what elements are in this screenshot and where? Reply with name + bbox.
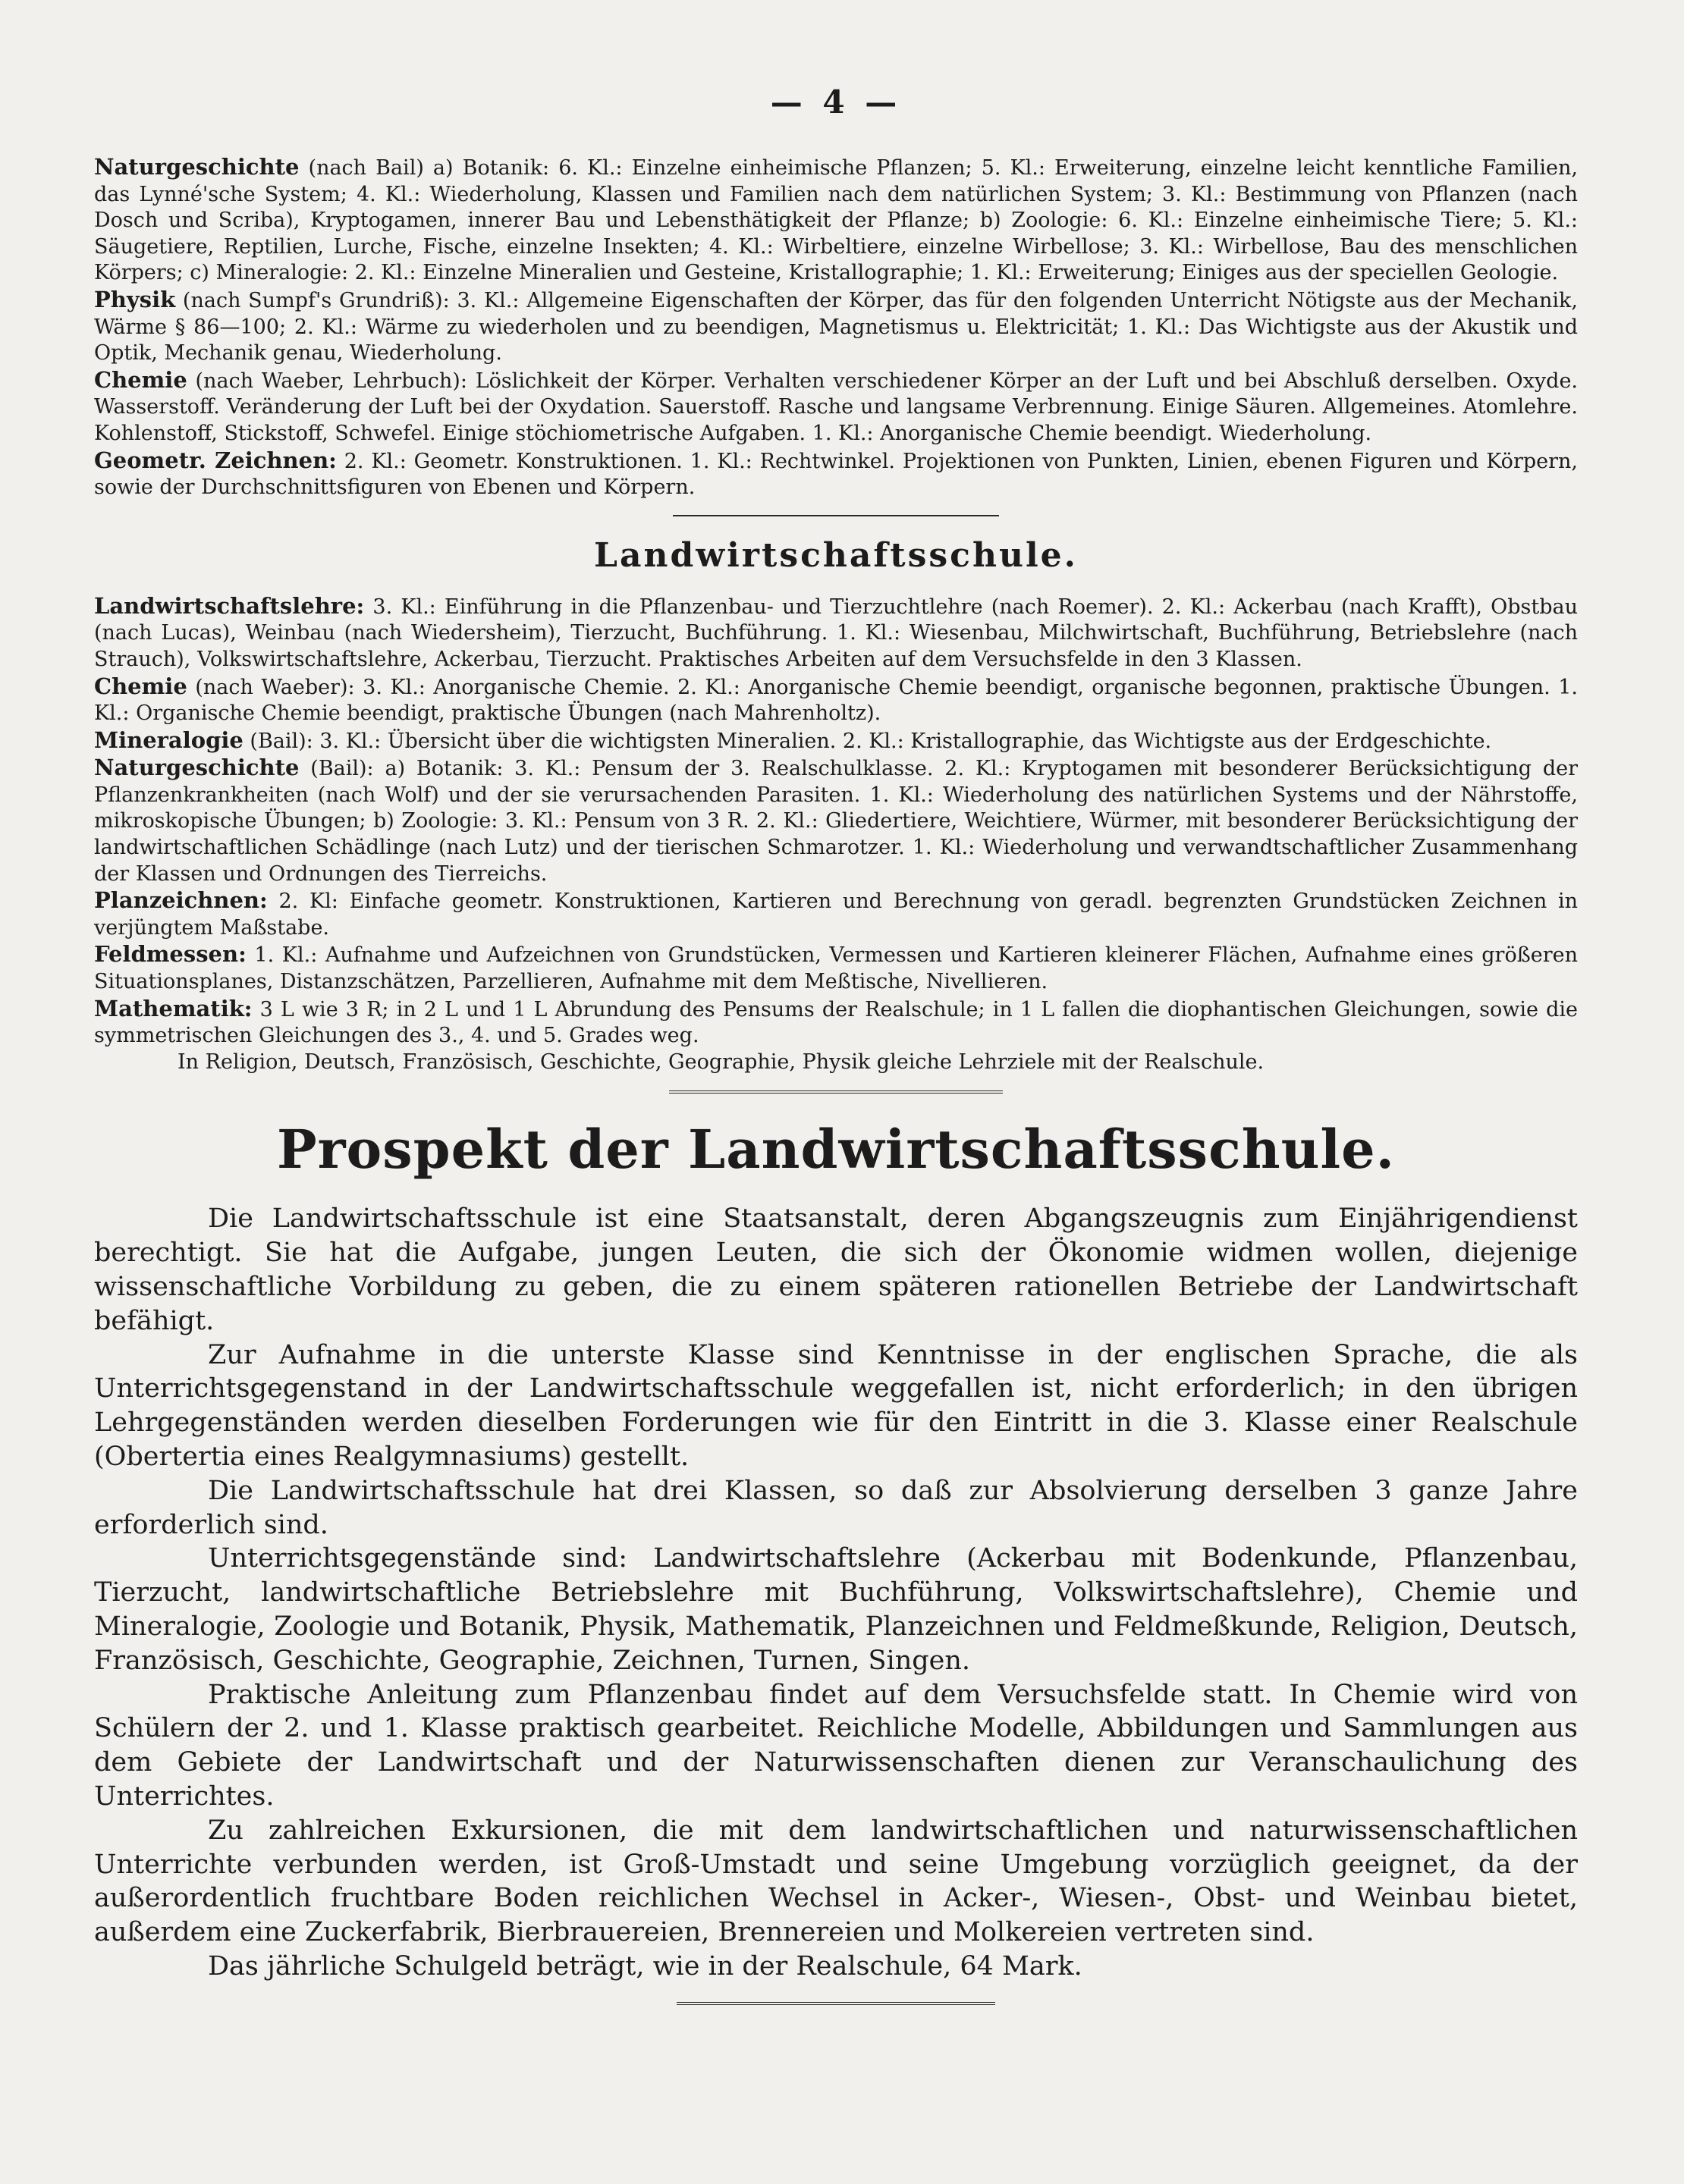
subject-lead: Chemie	[94, 673, 187, 699]
prospekt-title: Prospekt der Landwirtschaftsschule.	[277, 1118, 1395, 1181]
subject-lead: Mineralogie	[94, 726, 243, 753]
subject-geometr-zeichnen	[94, 447, 1578, 501]
subject-lead: Planzeichnen:	[94, 887, 268, 914]
landwirtschaftsschule-curriculum	[94, 593, 1578, 1076]
prospekt-paragraph: Zu zahlreichen Exkursionen, die mit dem landwirtschaftlichen und naturwissenschaftlichen Unterrichte verbunden werden, ist Groß-Umstadt und seine Umgebung vorzüglich geeignet, da der außerordentlich fruchtbare Boden reichlichen Wechsel in Acker-, Wiesen-, Obst- und Weinbau bietet, außerdem eine Zuckerfabrik, Bierbrauereien, Brennereien und Molkereien vertreten sind.	[94, 1815, 1578, 1948]
subject-lead: Naturgeschichte	[94, 154, 300, 180]
subject-text: 2. Kl: Einfache geometr. Konstruktionen, Kartieren und Berechnung von geradl. begrenzten Grundstücken Zeichnen in verjüngtem Maßstabe.	[94, 890, 1578, 940]
subject-landwirtschaftslehre	[94, 593, 1578, 673]
prospekt-paragraph: Die Landwirtschaftsschule ist eine Staatsanstalt, deren Abgangszeugnis zum Einjährigendienst berechtigt. Sie hat die Aufgabe, jungen Leuten, die sich der Ökonomie widmen wollen, diejenige wissenschaftliche Vorbildung zu geben, die zu einem späteren rationellen Betriebe der Landwirtschaft befähigt.	[94, 1203, 1578, 1336]
subject-text: 2. Kl.: Geometr. Konstruktionen. 1. Kl.: Rechtwinkel. Projektionen von Punkten, Linien, ebenen Figuren und Körpern, sowie der Durchschnittsfiguren von Ebenen und Körpern.	[94, 449, 1578, 500]
landwirtschaftsschule-heading: Landwirtschaftsschule.	[594, 535, 1078, 575]
section-divider	[669, 1090, 1003, 1094]
subject-lead: Feldmessen:	[94, 941, 247, 968]
subject-physik	[94, 287, 1578, 367]
subject-lead: Landwirtschaftslehre:	[94, 592, 365, 619]
subject-lead: Physik	[94, 286, 176, 312]
subject-planzeichnen	[94, 887, 1578, 941]
subject-text: (Bail): a) Botanik: 3. Kl.: Pensum der 3. Realschulklasse. 2. Kl.: Kryptogamen mit besonderer Berücksichtigung der Pflanzenkrankheiten (nach Wolf) und der sie verursachenden Parasiten. 1. Kl.: Wiederholung des natürlichen Systems und der Nährstoffe, mikroskopische Übungen; b) Zoologie: 3. Kl.: Pensum von 3 R. 2. Kl.: Gliedertiere, Weichtiere, Würmer, mit besonderer Berücksichtigung der landwirtschaftlichen Schädlinge (nach Lutz) und der tierischen Schmarotzer. 1. Kl.: Wiederholung und verwandtschaftlicher Zusammenhang der Klassen und Ordnungen des Tierreichs.	[94, 757, 1578, 886]
prospekt-paragraph: Die Landwirtschaftsschule hat drei Klassen, so daß zur Absolvierung derselben 3 ganze Jahre erforderlich sind.	[94, 1475, 1578, 1540]
prospekt-paragraph: Zur Aufnahme in die unterste Klasse sind Kenntnisse in der englischen Sprache, die als Unterrichtsgegenstand in der Landwirtschaftsschule weggefallen ist, nicht erforderlich; in den übrigen Lehrgegenständen werden dieselben Forderungen wie für den Eintritt in die 3. Klasse einer Realschule (Obertertia eines Realgymnasiums) gestellt.	[94, 1339, 1578, 1472]
subject-naturgeschichte	[94, 154, 1578, 287]
page-number: — 4 —	[770, 83, 902, 121]
subject-text: 1. Kl.: Aufnahme und Aufzeichnen von Grundstücken, Vermessen und Kartieren kleinerer Flächen, Aufnahme eines größeren Situationsplanes, Distanzschätzen, Parzellieren, Aufnahme mit dem Meßtische, Nivellieren.	[94, 943, 1578, 994]
prospekt-paragraph: Praktische Anleitung zum Pflanzenbau findet auf dem Versuchsfelde statt. In Chemie wird von Schülern der 2. und 1. Klasse praktisch gearbeitet. Reichliche Modelle, Abbildungen und Sammlungen aus dem Gebiete der Landwirtschaft und der Naturwissenschaften dienen zur Veranschaulichung des Unterrichtes.	[94, 1679, 1578, 1812]
subject-text: (Bail): 3. Kl.: Übersicht über die wichtigsten Mineralien. 2. Kl.: Kristallographie, das Wichtigste aus der Erdgeschichte.	[243, 729, 1492, 753]
subject-chemie	[94, 673, 1578, 727]
closing-note: In Religion, Deutsch, Französisch, Geschichte, Geographie, Physik gleiche Lehrziele mit der Realschule.	[178, 1050, 1265, 1074]
subject-lead: Mathematik:	[94, 995, 253, 1021]
subject-naturgeschichte	[94, 755, 1578, 887]
subject-feldmessen	[94, 941, 1578, 995]
subject-lead: Geometr. Zeichnen:	[94, 447, 337, 473]
section-divider	[673, 515, 999, 516]
subject-lead: Chemie	[94, 366, 187, 393]
subject-chemie	[94, 367, 1578, 447]
subject-text: 3 L wie 3 R; in 2 L und 1 L Abrundung des Pensums der Realschule; in 1 L fallen die diophantischen Gleichungen, sowie die symmetrischen Gleichungen des 3., 4. und 5. Grades weg.	[94, 997, 1578, 1048]
prospekt-paragraph: Das jährliche Schulgeld beträgt, wie in der Realschule, 64 Mark.	[208, 1950, 1082, 1982]
subject-text: 3. Kl.: Einführung in die Pflanzenbau- und Tierzuchtlehre (nach Roemer). 2. Kl.: Ackerbau (nach Krafft), Obstbau (nach Lucas), Weinbau (nach Wiedersheim), Tierzucht, Buchführung. 1. Kl.: Wiesenbau, Milchwirtschaft, Buchführung, Betriebslehre (nach Strauch), Volkswirtschaftslehre, Ackerbau, Tierzucht. Praktisches Arbeiten auf dem Versuchsfelde in den 3 Klassen.	[94, 595, 1578, 671]
realschule-curriculum	[94, 154, 1578, 501]
subject-lead: Naturgeschichte	[94, 755, 300, 781]
closing-divider	[677, 2002, 995, 2005]
prospekt-paragraph: Unterrichtsgegenstände sind: Landwirtschaftslehre (Ackerbau mit Bodenkunde, Pflanzenbau, Tierzucht, landwirtschaftliche Betriebslehre mit Buchführung, Volkswirtschaftslehre), Chemie und Mineralogie, Zoologie und Botanik, Physik, Mathematik, Planzeichnen und Feldmeßkunde, Religion, Deutsch, Französisch, Geschichte, Geographie, Zeichnen, Turnen, Singen.	[94, 1543, 1578, 1676]
subject-text: (nach Sumpf's Grundriß): 3. Kl.: Allgemeine Eigenschaften der Körper, das für den folgenden Unterricht Nötigste aus der Mechanik, Wärme § 86—100; 2. Kl.: Wärme zu wiederholen und zu beendigen, Magnetismus u. Elektricität; 1. Kl.: Das Wichtigste aus der Akustik und Optik, Mechanik genau, Wiederholung.	[94, 288, 1578, 366]
subject-text: (nach Waeber): 3. Kl.: Anorganische Chemie. 2. Kl.: Anorganische Chemie beendigt, organische begonnen, praktische Übungen. 1. Kl.: Organische Chemie beendigt, praktische Übungen (nach Mahrenholtz).	[94, 675, 1578, 726]
subject-text: (nach Bail) a) Botanik: 6. Kl.: Einzelne einheimische Pflanzen; 5. Kl.: Erweiterung, einzelne leicht kenntliche Familien, das Lynné'sche System; 4. Kl.: Wiederholung, Klassen und Familien nach dem natürlichen System; 3. Kl.: Bestimmung von Pflanzen (nach Dosch und Scriba), Kryptogamen, innerer Bau und Lebensthätigkeit der Pflanze; b) Zoologie: 6. Kl.: Einzelne einheimische Tiere; 5. Kl.: Säugetiere, Reptilien, Lurche, Fische, einzelne Insekten; 4. Kl.: Wirbeltiere, einzelne Wirbellose; 3. Kl.: Wirbellose, Bau des menschlichen Körpers; c) Mineralogie: 2. Kl.: Einzelne Mineralien und Gesteine, Kristallographie; 1. Kl.: Erweiterung; Einiges aus der speciellen Geologie.	[94, 156, 1578, 285]
prospekt-body	[94, 1202, 1578, 1983]
subject-mathematik	[94, 996, 1578, 1050]
subject-mineralogie	[94, 727, 1578, 755]
subject-text: (nach Waeber, Lehrbuch): Löslichkeit der Körper. Verhalten verschiedener Körper an der Luft und bei Abschluß derselben. Oxyde. Wasserstoff. Veränderung der Luft bei der Oxydation. Sauerstoff. Rasche und langsame Verbrennung. Einige Säuren. Allgemeines. Atomlehre. Kohlenstoff, Stickstoff, Schwefel. Einige stöchiometrische Aufgaben. 1. Kl.: Anorganische Chemie beendigt. Wiederholung.	[94, 369, 1578, 445]
